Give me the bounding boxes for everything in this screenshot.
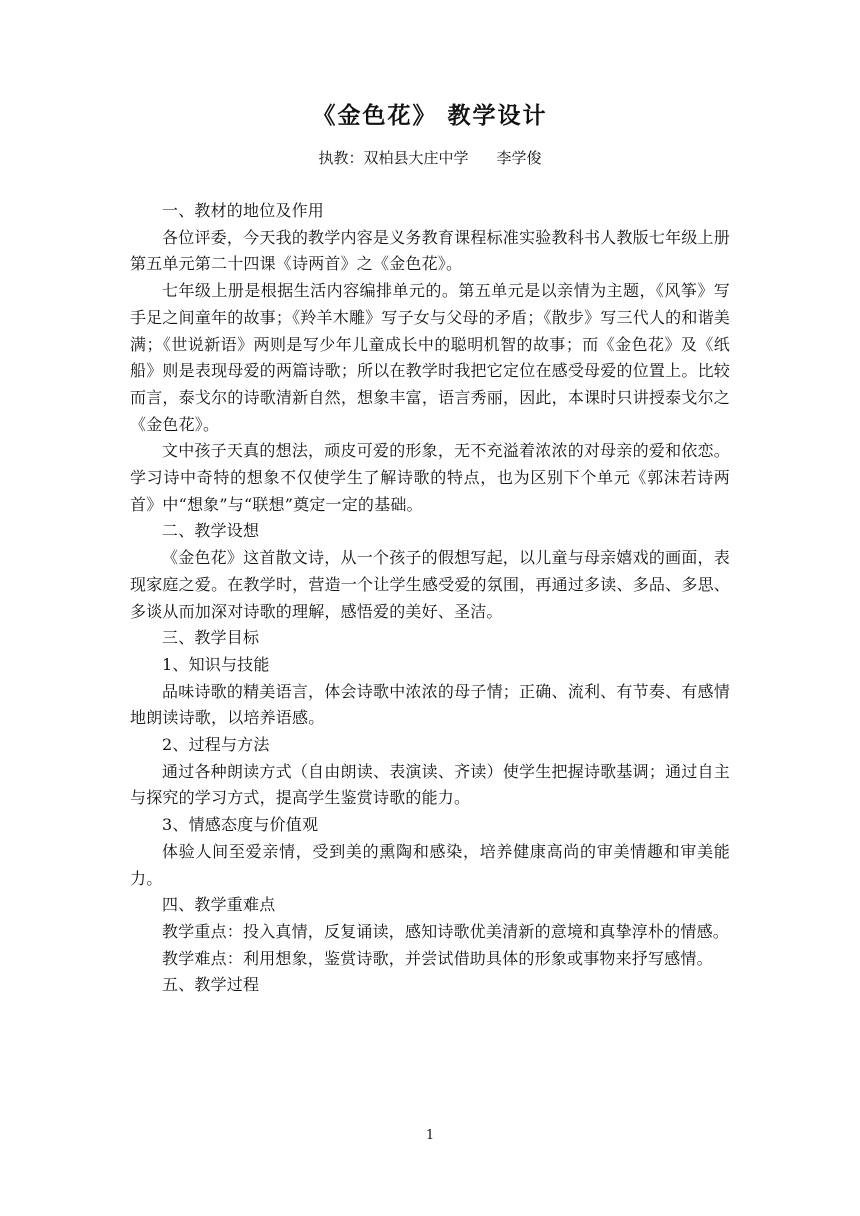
paragraph: 教学重点：投入真情，反复诵读，感知诗歌优美清新的意境和真挚淳朴的情感。 xyxy=(162,921,730,941)
subsection-heading: 1、知识与技能 xyxy=(162,654,270,674)
paragraph: 教学难点：利用想象，鉴赏诗歌，并尝试借助具体的形象或事物来抒写感情。 xyxy=(162,948,713,968)
paragraph: 通过各种朗读方式（自由朗读、表演读、齐读）使学生把握诗歌基调；通过自主与探究的学习方式，提高学生鉴赏诗歌的能力。 xyxy=(130,761,730,808)
document-title: 《金色花》 教学设计 xyxy=(312,103,548,129)
section-heading: 三、教学目标 xyxy=(162,628,260,648)
section-heading: 四、教学重难点 xyxy=(162,895,276,915)
teacher-label: 执教：双柏县大庄中学 xyxy=(318,149,469,167)
section-heading: 二、教学设想 xyxy=(162,521,260,541)
paragraph: 《金色花》这首散文诗，从一个孩子的假想写起，以儿童与母亲嬉戏的画面，表现家庭之爱。在教学时，营造一个让学生感受爱的氛围，再通过多读、多品、多思、多谈从而加深对诗歌的理解，感悟爱的美好、圣洁。 xyxy=(130,548,730,621)
paragraph: 七年级上册是根据生活内容编排单元的。第五单元是以亲情为主题，《风筝》写手足之间童年的故事；《羚羊木雕》写子女与父母的矛盾；《散步》写三代人的和谐美满；《世说新语》两则是写少年儿童成长中的聪明机智的故事；而《金色花》及《纸船》则是表现母爱的两篇诗歌；所以在教学时我把它定位在感受母爱的位置上。比较而言，泰戈尔的诗歌清新自然，想象丰富，语言秀丽，因此，本课时只讲授泰戈尔之《金色花》。 xyxy=(130,281,730,434)
section-heading: 五、教学过程 xyxy=(162,975,260,995)
subsection-heading: 3、情感态度与价值观 xyxy=(162,815,319,835)
paragraph: 各位评委，今天我的教学内容是义务教育课程标准实验教科书人教版七年级上册第五单元第二十四课《诗两首》之《金色花》。 xyxy=(130,227,730,274)
page-number: 1 xyxy=(425,1128,435,1143)
byline xyxy=(0,146,860,170)
paragraph: 品味诗歌的精美语言，体会诗歌中浓浓的母子情；正确、流利、有节奏、有感情地朗读诗歌，以培养语感。 xyxy=(130,681,730,728)
paragraph: 体验人间至爱亲情，受到美的熏陶和感染，培养健康高尚的审美情趣和审美能力。 xyxy=(130,841,730,888)
section-heading: 一、教材的地位及作用 xyxy=(162,201,325,220)
paragraph: 文中孩子天真的想法，顽皮可爱的形象，无不充溢着浓浓的对母亲的爱和依恋。学习诗中奇特的想象不仅使学生了解诗歌的特点，也为区别下个单元《郭沫若诗两首》中“想象”与“联想”奠定一定的基础。 xyxy=(130,441,730,514)
teacher-name: 李学俊 xyxy=(496,149,542,167)
subsection-heading: 2、过程与方法 xyxy=(162,735,270,755)
document-body xyxy=(130,198,730,999)
